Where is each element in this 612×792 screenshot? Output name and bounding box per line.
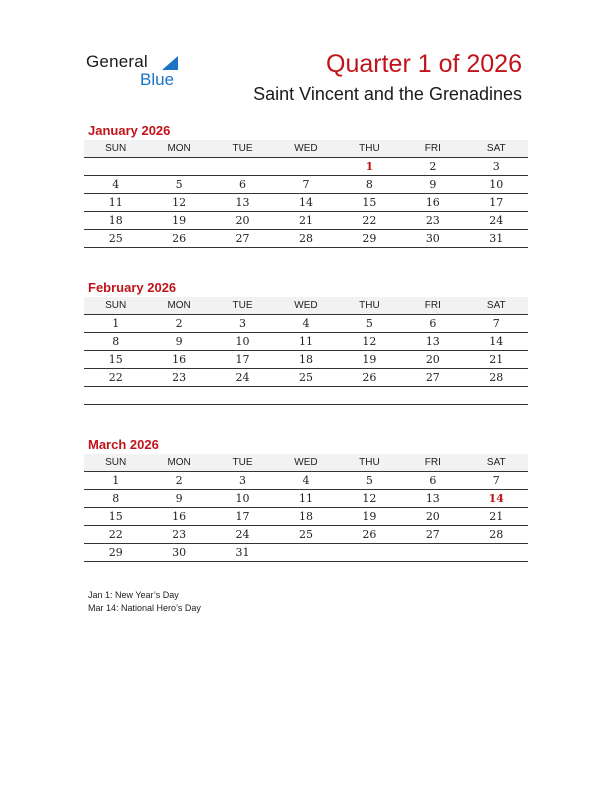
day-cell: 1 — [84, 315, 147, 333]
empty-day-cell — [147, 158, 210, 176]
weekday-header: SUN — [84, 297, 147, 315]
day-cell: 2 — [401, 158, 464, 176]
day-cell: 11 — [274, 490, 337, 508]
day-cell: 12 — [338, 333, 401, 351]
week-row — [84, 333, 528, 351]
day-cell: 2 — [147, 315, 210, 333]
weekday-header: WED — [274, 140, 337, 158]
day-cell: 11 — [84, 194, 147, 212]
month-january — [84, 122, 528, 248]
month-february — [84, 279, 528, 405]
empty-day-cell — [465, 544, 528, 562]
day-cell: 5 — [338, 315, 401, 333]
day-cell: 14 — [465, 333, 528, 351]
day-cell: 9 — [147, 333, 210, 351]
day-cell: 1 — [84, 472, 147, 490]
day-cell: 26 — [338, 526, 401, 544]
weekday-header-row — [84, 454, 528, 472]
empty-day-cell — [401, 544, 464, 562]
week-row — [84, 194, 528, 212]
day-cell: 16 — [147, 508, 210, 526]
weekday-header: WED — [274, 297, 337, 315]
weekday-header: SAT — [465, 140, 528, 158]
holiday-note: Mar 14: National Hero’s Day — [88, 603, 201, 613]
day-cell: 1 — [338, 158, 401, 176]
month-march — [84, 436, 528, 562]
day-cell: 19 — [147, 212, 210, 230]
day-cell: 8 — [84, 333, 147, 351]
day-cell: 13 — [401, 490, 464, 508]
day-cell: 19 — [338, 351, 401, 369]
day-cell: 4 — [84, 176, 147, 194]
day-cell: 29 — [338, 230, 401, 248]
day-cell: 16 — [147, 351, 210, 369]
logo-triangle-icon — [162, 56, 178, 70]
day-cell: 18 — [84, 212, 147, 230]
weekday-header: TUE — [211, 454, 274, 472]
day-cell: 26 — [147, 230, 210, 248]
day-cell: 10 — [465, 176, 528, 194]
weekday-header: FRI — [401, 454, 464, 472]
day-cell: 3 — [211, 472, 274, 490]
day-cell: 15 — [84, 351, 147, 369]
week-row — [84, 472, 528, 490]
empty-day-cell — [147, 387, 210, 405]
day-cell: 30 — [401, 230, 464, 248]
day-cell: 7 — [465, 315, 528, 333]
weekday-header: MON — [147, 297, 210, 315]
weekday-header: THU — [338, 454, 401, 472]
day-cell: 14 — [274, 194, 337, 212]
week-row — [84, 544, 528, 562]
day-cell: 25 — [274, 369, 337, 387]
week-row — [84, 490, 528, 508]
day-cell: 9 — [147, 490, 210, 508]
day-cell: 8 — [84, 490, 147, 508]
day-cell: 8 — [338, 176, 401, 194]
empty-day-cell — [84, 158, 147, 176]
day-cell: 21 — [465, 508, 528, 526]
day-cell: 17 — [211, 508, 274, 526]
weekday-header: THU — [338, 140, 401, 158]
day-cell: 22 — [338, 212, 401, 230]
week-row — [84, 158, 528, 176]
day-cell: 10 — [211, 333, 274, 351]
day-cell: 18 — [274, 351, 337, 369]
day-cell: 20 — [401, 351, 464, 369]
empty-day-cell — [401, 387, 464, 405]
weekday-header: TUE — [211, 140, 274, 158]
week-row — [84, 526, 528, 544]
week-row — [84, 315, 528, 333]
day-cell: 7 — [274, 176, 337, 194]
holiday-note: Jan 1: New Year’s Day — [88, 590, 179, 600]
day-cell: 13 — [211, 194, 274, 212]
generalblue-logo — [86, 52, 196, 92]
day-cell: 10 — [211, 490, 274, 508]
empty-day-cell — [211, 387, 274, 405]
empty-day-cell — [338, 544, 401, 562]
day-cell: 23 — [147, 369, 210, 387]
weekday-header: SAT — [465, 454, 528, 472]
day-cell: 16 — [401, 194, 464, 212]
week-row — [84, 369, 528, 387]
page-title: Quarter 1 of 2026 — [326, 50, 522, 78]
week-row — [84, 212, 528, 230]
weekday-header: SUN — [84, 454, 147, 472]
week-row — [84, 387, 528, 405]
day-cell: 28 — [274, 230, 337, 248]
empty-day-cell — [211, 158, 274, 176]
month-title: January 2026 — [88, 123, 171, 138]
logo-text-general: General — [86, 52, 148, 71]
day-cell: 15 — [338, 194, 401, 212]
day-cell: 11 — [274, 333, 337, 351]
weekday-header-row — [84, 297, 528, 315]
day-cell: 27 — [401, 369, 464, 387]
weekday-header: MON — [147, 140, 210, 158]
weekday-header: THU — [338, 297, 401, 315]
day-cell: 5 — [338, 472, 401, 490]
day-cell: 26 — [338, 369, 401, 387]
day-cell: 28 — [465, 369, 528, 387]
week-row — [84, 176, 528, 194]
day-cell: 3 — [465, 158, 528, 176]
day-cell: 19 — [338, 508, 401, 526]
day-cell: 4 — [274, 315, 337, 333]
page-subtitle: Saint Vincent and the Grenadines — [253, 84, 522, 104]
day-cell: 21 — [465, 351, 528, 369]
empty-day-cell — [338, 387, 401, 405]
day-cell: 6 — [401, 315, 464, 333]
day-cell: 7 — [465, 472, 528, 490]
day-cell: 21 — [274, 212, 337, 230]
holiday-notes — [88, 589, 201, 615]
day-cell: 17 — [211, 351, 274, 369]
day-cell: 22 — [84, 526, 147, 544]
day-cell: 31 — [465, 230, 528, 248]
day-cell: 12 — [338, 490, 401, 508]
empty-day-cell — [274, 544, 337, 562]
day-cell: 28 — [465, 526, 528, 544]
empty-day-cell — [84, 387, 147, 405]
day-cell: 24 — [211, 369, 274, 387]
day-cell: 18 — [274, 508, 337, 526]
day-cell: 22 — [84, 369, 147, 387]
empty-day-cell — [274, 387, 337, 405]
day-cell: 2 — [147, 472, 210, 490]
month-title: February 2026 — [88, 280, 177, 295]
day-cell: 15 — [84, 508, 147, 526]
day-cell: 24 — [465, 212, 528, 230]
day-cell: 24 — [211, 526, 274, 544]
calendar-table — [84, 297, 528, 405]
day-cell: 6 — [401, 472, 464, 490]
day-cell: 3 — [211, 315, 274, 333]
day-cell: 12 — [147, 194, 210, 212]
day-cell: 23 — [401, 212, 464, 230]
day-cell: 9 — [401, 176, 464, 194]
logo-text-blue: Blue — [140, 70, 175, 89]
day-cell: 25 — [84, 230, 147, 248]
month-title: March 2026 — [88, 437, 159, 452]
weekday-header: SAT — [465, 297, 528, 315]
week-row — [84, 351, 528, 369]
weekday-header: MON — [147, 454, 210, 472]
day-cell: 25 — [274, 526, 337, 544]
day-cell: 4 — [274, 472, 337, 490]
calendar-table — [84, 140, 528, 248]
day-cell: 6 — [211, 176, 274, 194]
day-cell: 13 — [401, 333, 464, 351]
weekday-header: WED — [274, 454, 337, 472]
day-cell: 23 — [147, 526, 210, 544]
day-cell: 17 — [465, 194, 528, 212]
day-cell: 27 — [401, 526, 464, 544]
weekday-header: TUE — [211, 297, 274, 315]
week-row — [84, 508, 528, 526]
calendar-table — [84, 454, 528, 562]
weekday-header: FRI — [401, 140, 464, 158]
day-cell: 27 — [211, 230, 274, 248]
day-cell: 31 — [211, 544, 274, 562]
day-cell: 14 — [465, 490, 528, 508]
weekday-header: SUN — [84, 140, 147, 158]
day-cell: 20 — [211, 212, 274, 230]
week-row — [84, 230, 528, 248]
day-cell: 30 — [147, 544, 210, 562]
day-cell: 5 — [147, 176, 210, 194]
day-cell: 20 — [401, 508, 464, 526]
day-cell: 29 — [84, 544, 147, 562]
weekday-header-row — [84, 140, 528, 158]
empty-day-cell — [465, 387, 528, 405]
weekday-header: FRI — [401, 297, 464, 315]
empty-day-cell — [274, 158, 337, 176]
